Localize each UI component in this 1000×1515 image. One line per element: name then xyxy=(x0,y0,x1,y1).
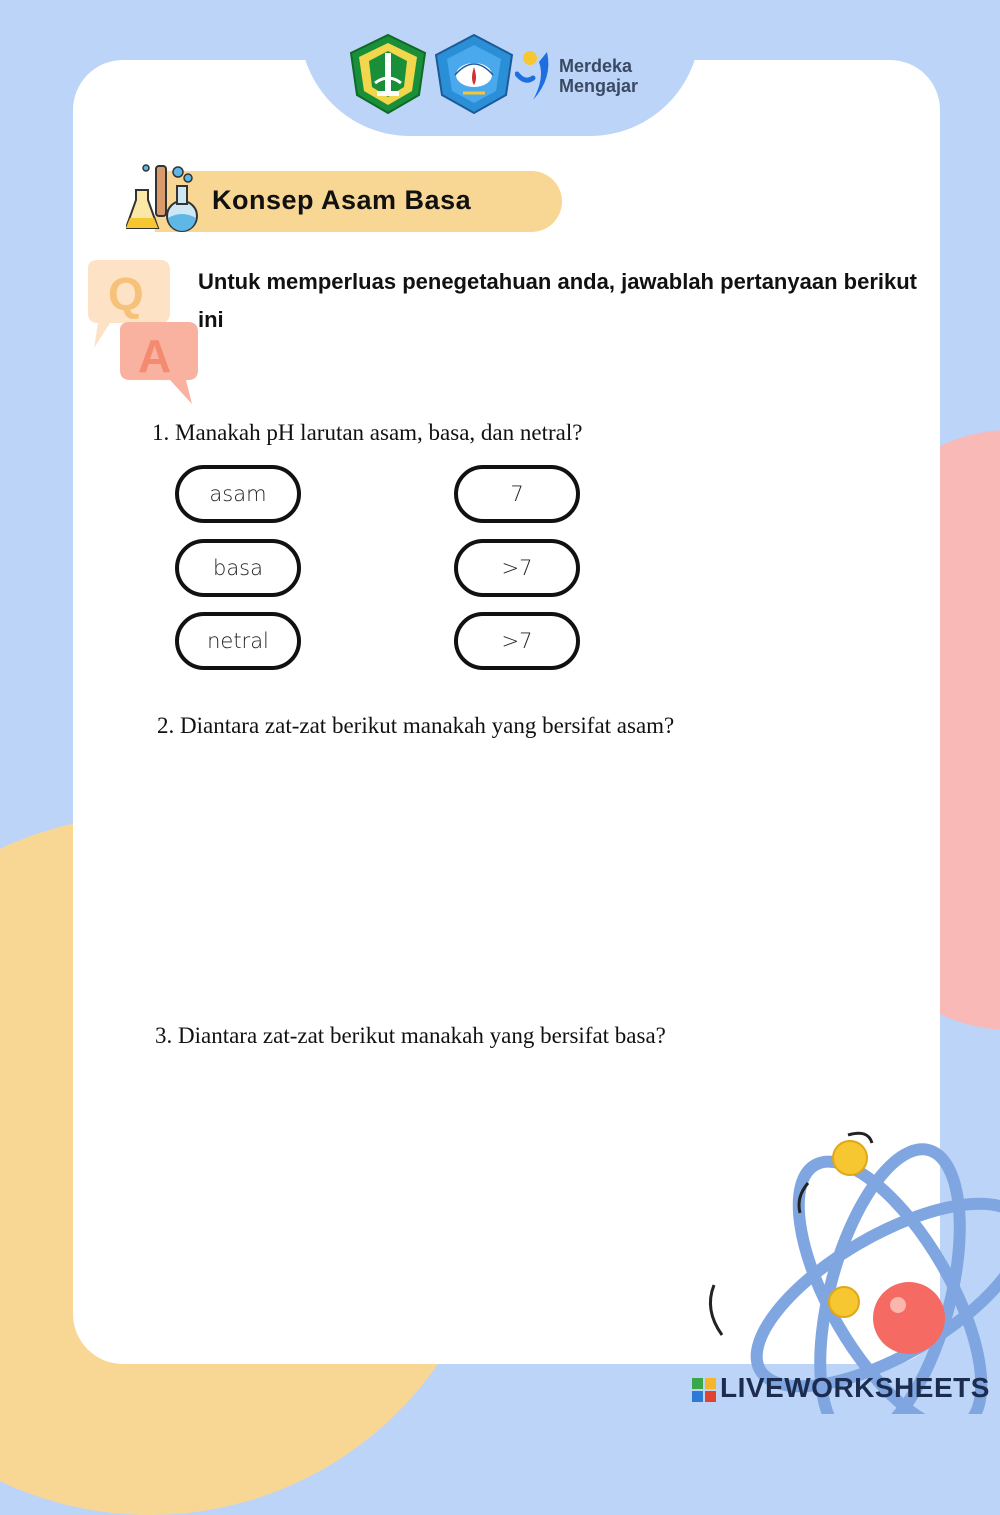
svg-text:Q: Q xyxy=(108,268,144,320)
question-2: 2. Diantara zat-zat berikut manakah yang bersifat asam? xyxy=(157,713,675,738)
match-left-asam[interactable]: asam xyxy=(175,465,301,523)
question-1: 1. Manakah pH larutan asam, basa, dan netral? xyxy=(152,420,583,445)
match-left-netral[interactable]: netral xyxy=(175,612,301,670)
qa-bubble-icon xyxy=(80,258,205,408)
intro-text: Untuk memperluas penegetahuan anda, jawablah pertanyaan berikut ini xyxy=(198,269,917,332)
merdeka-line1: Merdeka xyxy=(559,56,633,76)
match-right-3[interactable]: >7 xyxy=(454,612,580,670)
merdeka-mengajar-wordmark xyxy=(559,56,638,96)
merdeka-mengajar-logo-icon xyxy=(515,48,555,104)
match-left-basa[interactable]: basa xyxy=(175,539,301,597)
merdeka-line2: Mengajar xyxy=(559,76,639,96)
chemistry-flasks-icon xyxy=(126,160,200,235)
svg-text:A: A xyxy=(138,330,172,382)
footer-brand xyxy=(690,1372,990,1404)
section-title: Konsep Asam Basa xyxy=(212,185,472,215)
match-right-2[interactable]: >7 xyxy=(454,539,580,597)
footer-brand-text: LIVEWORKSHEETS xyxy=(720,1372,990,1403)
atom-icon xyxy=(700,1125,1000,1414)
question-3: 3. Diantara zat-zat berikut manakah yang bersifat basa? xyxy=(155,1023,666,1048)
tut-wuri-handayani-logo-icon xyxy=(433,33,515,115)
match-right-1[interactable]: 7 xyxy=(454,465,580,523)
unj-logo-icon xyxy=(347,33,429,115)
